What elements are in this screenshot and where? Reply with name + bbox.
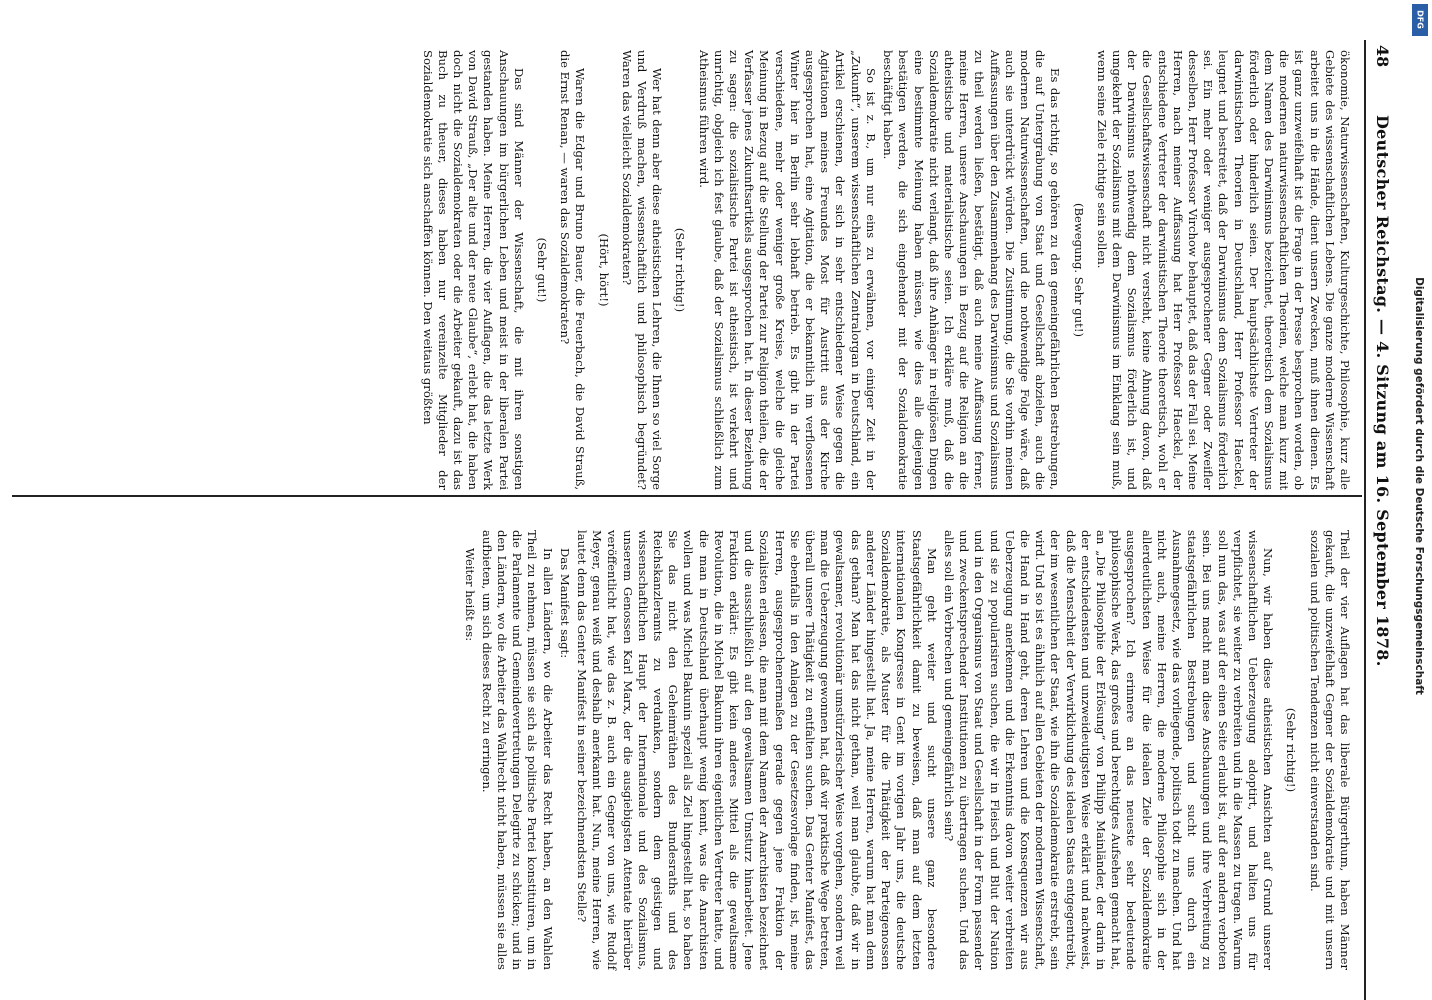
dfg-logo: DFG (1412, 4, 1428, 36)
paragraph: So ist z. B., um nur eins zu erwähnen, vor einiger Zeit in der „Zukunft“, unserem wissenschaftlichen Zentralorgan in Deutschland, ein Artikel erschienen, der sich in sehr entschiedener Weise gegen die Agitationen meines Freundes Most für Austritt aus der Kirche ausgesprochen hat, eine Agitation, die er bekanntlich im verflossenen Winter hier in Berlin sehr lebhaft betrieb. Es gibt in der Partei verschiedene, mehr oder weniger große Kreise, welche die gleiche Meinung in Bezug auf die Stellung der Partei zur Religion theilen, die der Verfasser jenes Zukunftsartikels ausgesprochen hat. In dieser Beziehung zu sagen: die sozialistische Partei ist atheistisch, ist verkehrt und unrichtig, obgleich ich fest glaube, daß der Sozialismus schließlich zum Atheismus führen wird. (696, 50, 878, 490)
page-number: 48 (1373, 45, 1392, 68)
interjection: (Sehr richtig!) (1284, 707, 1299, 793)
interjection: (Sehr gut!) (535, 237, 550, 303)
left-column (417, 50, 1352, 490)
paragraph: ökonomie, Naturwissenschaften, Kulturgeschichte, Philosophie, kurz alle Gebiete des wissenschaftlichen Lebens. Die ganze moderne Wissenschaft arbeitet uns in die Hände, dient unsern Zwecken, muß ihnen dienen. Es ist ganz unzweifelhaft ist die Frage in der Presse besprochen worden, ob die modernen naturwissenschaftlichen Theorien, welche man kurz mit dem Namen des Darwinismus bezeichnet, theoretisch dem Sozialismus förderlich oder hinderlich seien. Der hauptsächlichste Vertreter der darwinistischen Theorien in Deutschland, Herr Professor Haeckel, leugnet und bestreitet, daß der Darwinismus dem Sozialismus förderlich sei. Ein mehr oder weniger ausgesprochener Gegner oder Zweifler desselben, Herr Professor Virchow behauptet, daß das der Fall sei. Meine Herren, nach meiner Auffassung hat Herr Professor Haeckel, der entschiedene Vertreter der darwinistischen Theorie theoretisch, wohl er die Gesellschaftswissenschaft nicht versteht, keine Ahnung davon, daß der Darwinismus nothwendig dem Sozialismus förderlich ist, und umgekehrt der Sozialismus mit dem Darwinismus im Einklang sein muß, wenn seine Ziele richtige sein sollen. (1094, 50, 1352, 490)
paragraph: Theil der vier Auflagen hat das liberale Bürgerthum, haben Männer gekauft, die unzweifelhaft Gegner der Sozialdemokratie und mit unsern sozialen und politischen Tendenzen nicht einverstanden sind. (1307, 530, 1352, 970)
paragraph: In allen Ländern, wo die Arbeiter das Recht haben, an den Wahlen Theil zu nehmen, müssen sie sich als politische Partei konstituiren, um in die Parlamente und Gemeindevertretungen Delegirte zu schicken; und in den Ländern, wo die Arbeiter das Wahlrecht nicht haben, müssen sie alles aufbieten, um sich dieses Recht zu erringen. (479, 530, 555, 970)
paragraph: Man geht weiter und sucht unsere ganz besondere Staatsgefährlichkeit damit zu beweisen, daß man auf dem letzten internationalen Kongresse in Gent im vorigen Jahr uns, die deutsche Sozialdemokratie, als Muster für die Thätigkeit der Parteigenossen anderer Länder hingestellt hat. Ja, meine Herren, warum hat man denn das gethan? Man hat das nicht gethan, weil man glaubte, daß wir in gewaltsamer, revolutionär umstürzlerischer Weise vorgehen, sondern weil man die Ueberzeugung gewonnen hat, daß wir praktische Wege betreten, überall unsere Thätigkeit zu entfalten suchen. Das Genter Manifest, das Sie ebenfalls in den Anlagen zu der Gesetzesvorlage finden, ist, meine Herren, ausgesprochenermaßen gerade gegen jene Fraktion der Sozialisten erlassen, die man mit dem Namen der Anarchisten bezeichnet und die ausschließlich auf den gewaltsamen Umsturz hinarbeitet. Jene Fraktion erklärt: Es gibt kein anderes Mittel als die gewaltsame Revolution, die in Michel Bakunin ihren eigentlichen Vertreter hatte, und die man in Deutschland überhaupt wenig kennt, was die Anarchisten wollen und was Michel Bakunin speziell als Ziel hingestellt hat, so haben Sie das nicht den Geheimräthen des Bundesraths und des Reichskanzleramts zu verdanken, sondern dem geistigen und wissenschaftlichen Haupt der Internationale und des Sozialismus, unserem Genossen Karl Marx, der die ausgiebigsten Attentate hierüber veröffentlicht hat, wie das z. B. auch ein Gegner von uns, wie Rudolf Meyer, genau weiß und deshalb anerkannt hat. Nun, meine Herren, wie lautet denn das Genter Manifest in seiner bezeichnendsten Stelle? (575, 530, 939, 970)
interjection: (Hört, hört!) (596, 233, 611, 307)
paragraph: Weiter heißt es: (462, 548, 477, 642)
paragraph: Wer hat denn aber diese atheistischen Lehren, die Ihnen so viel Sorge und Verdruß machen, wissenschaftlich und philosophisch begründet? Waren das vielleicht Sozialdemokraten? (619, 50, 665, 490)
right-column (459, 530, 1352, 970)
paragraph: Das sind Männer der Wissenschaft, die mit ihren sonstigen Anschauungen im bürgerlichen Leben und meist in der liberalen Partei gestanden haben. Meine Herren, die vier Auflagen, die das letzte Werk von David Strauß, „Der alte und der neue Glaube“, erlebt hat, die haben doch nicht die Sozialdemokraten oder die Arbeiter gekauft, dazu ist das Buch zu theuer, dieses haben nur vereinzelte Mitglieder der Sozialdemokratie sich anschaffen können. Den weitaus größten (420, 50, 526, 490)
paragraph: Waren die Edgar und Bruno Bauer, die Feuerbach, die David Strauß, die Ernst Renan, — waren das Sozialdemokraten? (558, 50, 588, 490)
header-rule (1365, 40, 1367, 1000)
digitization-credit (1408, 6, 1430, 966)
header-title: Deutscher Reichstag. — 4. Sitzung am 16. September 1878. (1373, 115, 1392, 667)
paragraph: Das Manifest sagt: (557, 548, 572, 659)
credit-text: Digitalisierung gefördert durch die Deutsche Forschungsgemeinschaft (1413, 277, 1425, 695)
column-divider (12, 495, 1362, 497)
paragraph: Es das richtig, so gehören zu den gemeingefährlichen Bestrebungen, die auf Untergrabung von Staat und Gesellschaft abzielen, auch die modernen Naturwissenschaften, und die nothwendige Folge wäre, daß auch sie unterdrückt würden. Die Zustimmung, die Sie vorhin meinen Auffassungen über den Zusammenhang des Darwinismus und Sozialismus zu theil werden ließen, bestätigt, daß auch meine Auffassung ferner, meine Herren, unsere Anschauungen in Bezug auf die Religion an die atheistische und materialistische seien. Ich erkläre muß, daß die Sozialdemokratie nicht verlangt, daß ihre Anhänger in religiösen Dingen eine bestimmte Meinung haben müssen, wie dies alle diejenigen bestätigen werden, die sich eingehender mit der Sozialdemokratie beschäftigt haben. (881, 50, 1063, 490)
interjection: (Sehr richtig!) (673, 227, 688, 313)
interjection: (Bewegung. Sehr gut!) (1071, 202, 1086, 338)
paragraph: Nun, wir haben diese atheistischen Ansichten auf Grund unserer wissenschaftlichen Ueberzeugung adoptirt, und halten uns für verpflichtet, sie weiter zu verbreiten und in die Massen zu tragen. Warum soll nun das, was auf der einen Seite erlaubt ist, auf der andern verboten sein. Bei uns macht man diese Anschauungen und ihre Verbreitung zu staatsgefährlichen Bestrebungen und sucht uns durch ein Ausnahmegesetz, wie das vorliegende, politisch todt zu machen. Und hat nicht auch, meine Herren, die moderne Philosophie sich in der allerdeutlichsten Weise für die idealen Ziele der Sozialdemokratie ausgesprochen? Ich erinnere an das neueste sehr bedeutende philosophische Werk, das großes und berechtigtes Aufsehen gemacht hat, an „Die Philosophie der Erlösung“ von Philipp Mainländer, der darin in der entschiedensten und unzweideutigsten Weise erklärt und nachweist, daß die Menschheit der Verwirklichung des idealen Staats entgegentreibt, der im wesentlichen der Staat, wie ihn die Sozialdemokratie erstrebt, sein wird. Und so ist es ähnlich auf allen Gebieten der modernen Wissenschaft, die Hand in Hand geht, deren Lehren und die Konsequenzen wir aus Ueberzeugung anerkennen und die Erkenntnis davon weiter verbreiten und sie zu popularisiren suchen, die wir in Fleisch und Blut der Nation und in den Organismus von Staat und Gesellschaft in der Form passender und zweckentsprechender Institutionen zu übertragen suchen. Und das alles soll ein Verbrechen und gemeingefährlich sein? (941, 530, 1276, 970)
